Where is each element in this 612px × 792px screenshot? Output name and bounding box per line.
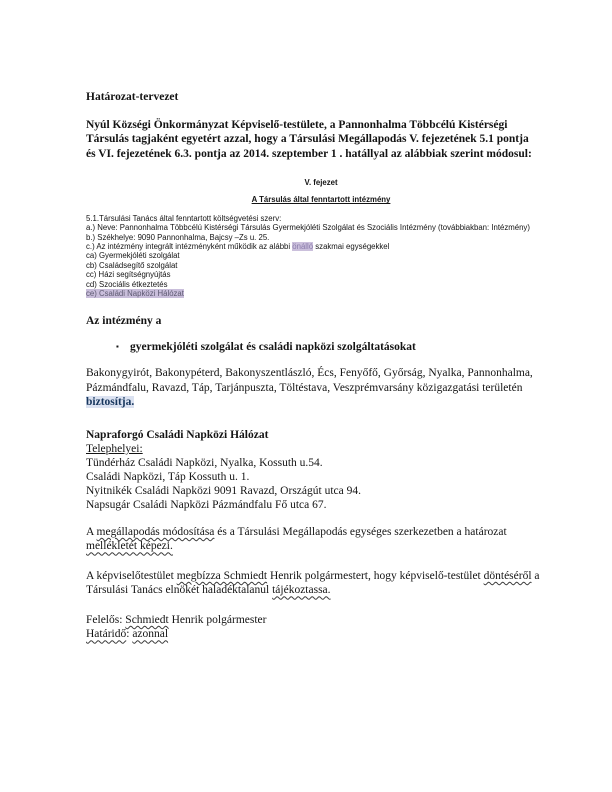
item-a: a.) Neve: Pannonhalma Többcélú Kistérségi Társulás Gyermekjóléti Szolgálat és Szociális Intézmény (továbbiakban: Intézmény) <box>86 223 530 233</box>
sites-list <box>86 456 542 512</box>
responsible-line <box>86 613 542 628</box>
coverage-text: Bakonygyirót, Bakonypéterd, Bakonyszentlászló, Écs, Fenyőfő, Győrság, Nyalka, Pannonhalma, Pázmándfalu, Ravazd, Táp, Tarjánpuszta, Töltéstava, Veszprémvarsány közigazgatási területén <box>86 367 533 394</box>
biztositja-emphasis: biztosítja. <box>86 396 135 409</box>
closing2-pre: A képviselőtestület <box>86 569 177 582</box>
deadline-separator: : <box>126 628 133 641</box>
chapter-subheading: A Társulás által fenntartott intézmény <box>251 195 391 205</box>
closing1-mid: és a Társulási Megállapodás egységes szerkezetben a határozat <box>214 525 507 538</box>
sites-label: Telephelyei: <box>86 442 143 455</box>
service-bullet-text: gyermekjóléti szolgálat és családi napközi szolgáltatásokat <box>130 340 416 353</box>
item-c-post: szakmai egységekkel <box>313 242 390 252</box>
clause-51: 5.1.Társulási Tanács által fenntartott költségvetési szerv: <box>86 213 282 223</box>
intezmeny-lead: Az intézmény a <box>86 315 162 328</box>
deadline-label-squiggle: Határidő <box>86 628 127 641</box>
deadline-line <box>86 627 542 642</box>
closing1-squiggle-1: megállapodás módosítása <box>96 525 215 538</box>
site-line-2: Családi Napközi, Táp Kossuth u. 1. <box>86 470 250 483</box>
closing1-squiggle-2: mellékletét képezi. <box>86 540 173 553</box>
site-line-1: Tündérház Családi Napközi, Nyalka, Kossuth u.54. <box>86 456 323 469</box>
closing-paragraph-1 <box>86 525 556 554</box>
unit-ce <box>86 289 556 298</box>
closing2-squiggle-1: megbízza Schmiedt <box>176 569 268 582</box>
closing1-pre: A <box>86 525 97 538</box>
item-c-pre: c.) Az intézmény integrált intézményként működik az alábbi <box>86 242 293 252</box>
site-line-3: Nyitnikék Családi Napközi 9091 Ravazd, Országút utca 94. <box>86 484 361 497</box>
square-bullet-icon: ▪ <box>116 341 119 351</box>
unit-ca: ca) Gyermekjóléti szolgálat <box>86 251 180 261</box>
closing2-mid1: Henrik polgármestert, hogy képviselő-testület <box>267 569 484 582</box>
item-b: b.) Székhelye: 9090 Pannonhalma, Bajcsy –Zs u. 25. <box>86 232 270 242</box>
responsible-label: Felelős: <box>86 613 126 626</box>
closing2-squiggle-2: döntéséről <box>483 569 532 582</box>
network-heading: Napraforgó Családi Napközi Hálózat <box>86 428 269 441</box>
responsible-rest: Henrik polgármester <box>168 613 267 626</box>
unit-cd: cd) Szociális étkeztetés <box>86 279 168 289</box>
unit-cb: cb) Családsegítő szolgálat <box>86 260 178 270</box>
closing-paragraph-2 <box>86 569 556 598</box>
coverage-paragraph <box>86 366 556 410</box>
site-line-4: Napsugár Családi Napközi Pázmándfalu Fő utca 67. <box>86 498 327 511</box>
responsible-name-squiggle: Schmiedt <box>125 613 169 626</box>
highlight-onallo: önálló <box>292 242 314 252</box>
closing2-squiggle-3: tájékoztassa. <box>272 584 331 597</box>
chapter-heading: V. fejezet <box>304 178 338 187</box>
intro-paragraph: Nyúl Községi Önkormányzat Képviselő-testülete, a Pannonhalma Többcélú Kistérségi Társulás tagjaként egyetért azzal, hogy a Társulási Megállapodás V. fejezetének 5.1 pontja és VI. fejezetének 6.3. pontja az 2014. szeptember 1 . hatállyal az alábbiak szerint módosul: <box>86 118 532 160</box>
chapter-block <box>86 178 556 298</box>
doc-title: Határozat-tervezet <box>86 91 179 103</box>
closing2-mid2: a Társulási Tanács elnökét haladéktalanul <box>86 569 540 597</box>
item-c <box>86 242 556 251</box>
highlight-ce-line: ce) Családi Napközi Hálózat <box>86 289 184 299</box>
unit-cc: cc) Házi segítségnyújtás <box>86 270 171 280</box>
service-bullet-row <box>116 340 542 355</box>
deadline-value-squiggle: azonnal <box>132 628 169 641</box>
